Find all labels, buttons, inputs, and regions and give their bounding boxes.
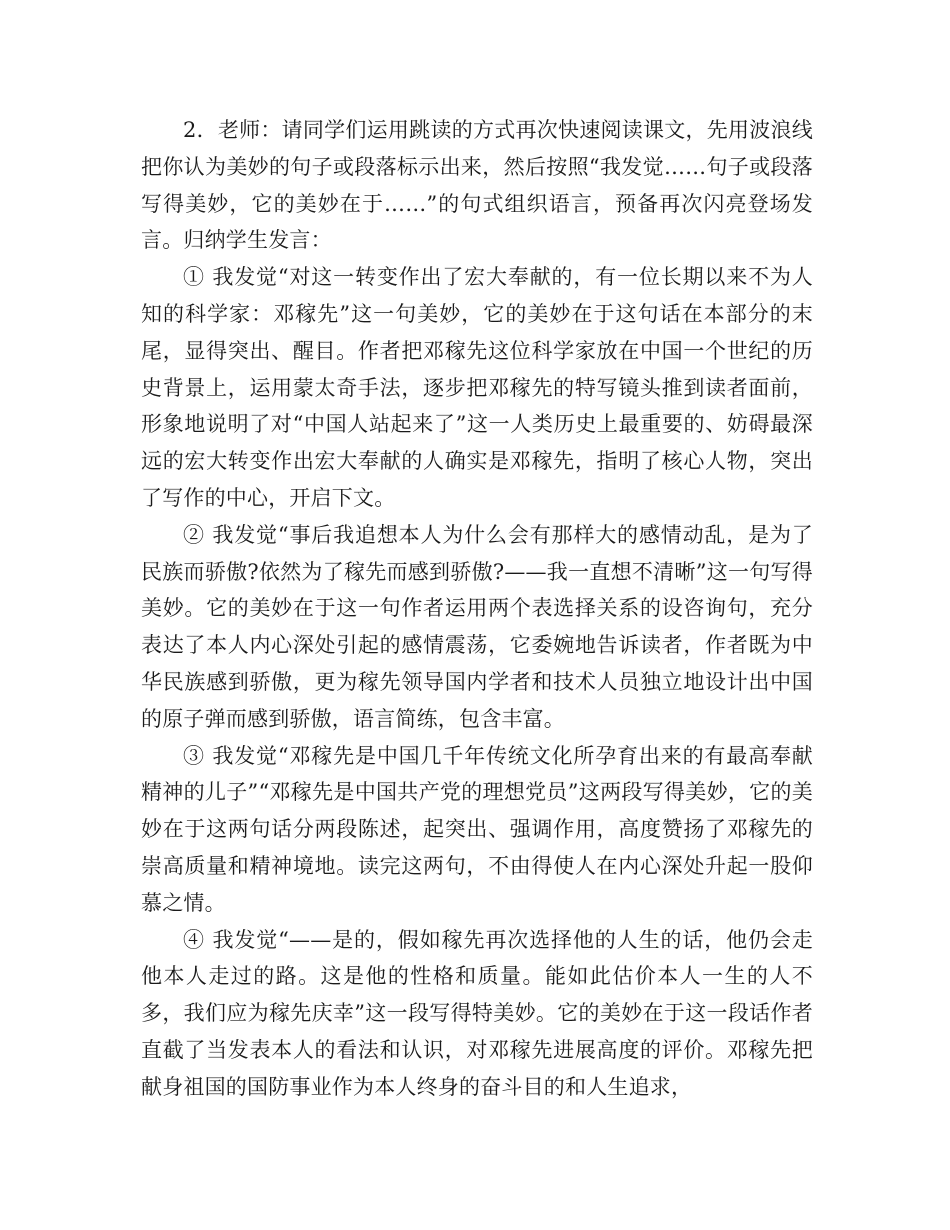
paragraph-point-3: ③ 我发觉“邓稼先是中国几千年传统文化所孕育出来的有最高奉献精神的儿子”“邓稼先是中国共产党的理想党员”这两段写得美妙，它的美妙在于这两句话分两段陈述，起突出、强调作用，高度赞扬了邓稼先的崇高质量和精神境地。读完这两句，不由得使人在内心深处升起一股仰慕之情。 (141, 743, 813, 915)
paragraph-point-4: ④ 我发觉“——是的，假如稼先再次选择他的人生的话，他仍会走他本人走过的路。这是他的性格和质量。能如此估价本人一生的人不多，我们应为稼先庆幸”这一段写得特美妙。它的美妙在于这一段话作者直截了当发表本人的看法和认识，对邓稼先进展高度的评价。邓稼先把献身祖国的国防事业作为本人终身的奋斗目的和人生追求， (141, 927, 813, 1099)
paragraph-point-2: ② 我发觉“事后我追想本人为什么会有那样大的感情动乱，是为了民族而骄傲?依然为了稼先而感到骄傲?——我一直想不清晰”这一句写得美妙。它的美妙在于这一句作者运用两个表选择关系的设咨询句，充分表达了本人内心深处引起的感情震荡，它委婉地告诉读者，作者既为中华民族感到骄傲，更为稼先领导国内学者和技术人员独立地设计出中国的原子弹而感到骄傲，语言简练，包含丰富。 (141, 522, 813, 731)
document-body (141, 112, 813, 1106)
paragraph-point-1: ① 我发觉“对这一转变作出了宏大奉献的，有一位长期以来不为人知的科学家：邓稼先”这一句美妙，它的美妙在于这句话在本部分的末尾，显得突出、醒目。作者把邓稼先这位科学家放在中国一个世纪的历史背景上，运用蒙太奇手法，逐步把邓稼先的特写镜头推到读者面前，形象地说明了对“中国人站起来了”这一人类历史上最重要的、妨碍最深远的宏大转变作出宏大奉献的人确实是邓稼先，指明了核心人物，突出了写作的中心，开启下文。 (141, 265, 813, 510)
paragraph-instruction: 2．老师：请同学们运用跳读的方式再次快速阅读课文，先用波浪线把你认为美妙的句子或段落标示出来，然后按照“我发觉……句子或段落写得美妙，它的美妙在于……”的句式组织语言，预备再次闪亮登场发言。归纳学生发言： (141, 118, 813, 253)
